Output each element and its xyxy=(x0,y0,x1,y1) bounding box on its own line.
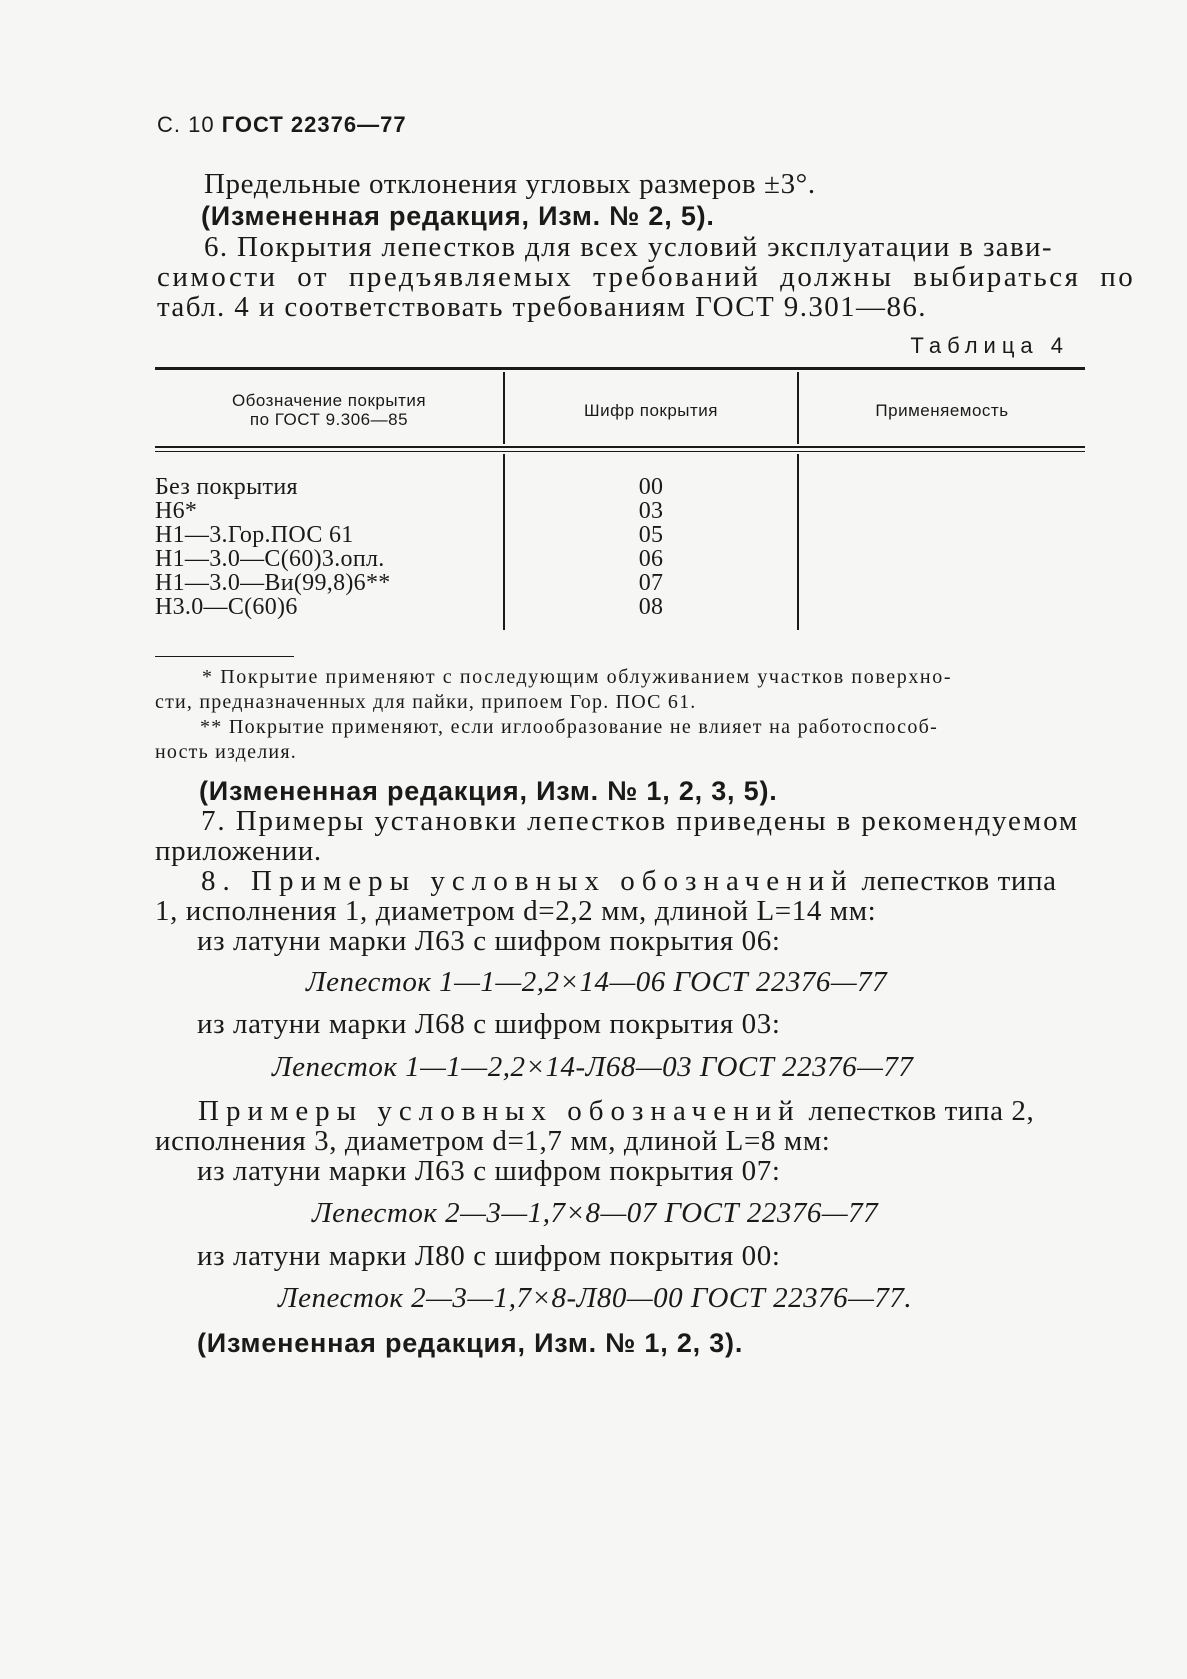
paragraph-7-line1: 7. Примеры установки лепестков приведены в рекомендуемом xyxy=(201,805,1080,837)
table-header-rule-1 xyxy=(155,446,1085,448)
footnote-rule xyxy=(155,656,294,657)
table-cell-coating: Н1—3.Гор.ПОС 61 xyxy=(155,522,354,548)
paragraph-8-line2: 1, исполнения 1, диаметром d=2,2 мм, длиной L=14 мм: xyxy=(155,895,877,927)
paragraph-9-tail: лепестков типа 2, xyxy=(808,1095,1035,1127)
footnote-1-line1: * Покрытие применяют с последующим облуживанием участков поверхно- xyxy=(202,666,953,688)
paragraph-tolerance: Предельные отклонения угловых размеров ±3°. xyxy=(204,168,816,200)
paragraph-9-lead: Примеры условных обозначений xyxy=(198,1095,801,1127)
example-4: Лепесток 2—3—1,7×8-Л80—00 ГОСТ 22376—77. xyxy=(278,1282,913,1314)
example-4-intro: из латуни марки Л80 с шифром покрытия 00: xyxy=(197,1240,781,1272)
table-top-rule xyxy=(155,367,1085,370)
header-applicability: Применяемость xyxy=(875,401,1009,420)
paragraph-9-line2: исполнения 3, диаметром d=1,7 мм, длиной L=8 мм: xyxy=(155,1125,831,1157)
paragraph-9-line1 xyxy=(198,1096,1034,1126)
example-2: Лепесток 1—1—2,2×14-Л68—03 ГОСТ 22376—77 xyxy=(272,1051,914,1083)
edition-note-3: (Измененная редакция, Изм. № 1, 2, 3). xyxy=(197,1328,744,1358)
footnote-2-line1: ** Покрытие применяют, если иглообразование не влияет на работоспособ- xyxy=(200,716,939,738)
table-cell-code: 05 xyxy=(638,522,664,548)
table-cell-coating: Н1—3.0—С(60)3.опл. xyxy=(155,546,385,572)
header-coating-line2: по ГОСТ 9.306—85 xyxy=(249,410,409,429)
paragraph-8-tail: лепестков типа xyxy=(861,865,1057,897)
edition-note-2: (Измененная редакция, Изм. № 1, 2, 3, 5). xyxy=(199,776,778,806)
table-header-rule-2 xyxy=(155,451,1085,452)
table-title: Таблица 4 xyxy=(910,333,1069,358)
page-header xyxy=(157,112,407,138)
table-cell-code: 06 xyxy=(638,546,664,572)
paragraph-6-line1: 6. Покрытия лепестков для всех условий эксплуатации в зави- xyxy=(204,231,1053,263)
header-code: Шифр покрытия xyxy=(584,401,718,420)
table-cell-coating: Без покрытия xyxy=(155,474,298,500)
example-2-intro: из латуни марки Л68 с шифром покрытия 03: xyxy=(197,1008,781,1040)
header-coating-line1: Обозначение покрытия xyxy=(231,391,427,410)
header-coating xyxy=(155,391,503,429)
table-cell-code: 03 xyxy=(638,498,664,524)
page-number: С. 10 xyxy=(157,112,215,137)
footnote-2-line2: ность изделия. xyxy=(155,741,297,763)
paragraph-6-line3: табл. 4 и соответствовать требованиям ГОСТ 9.301—86. xyxy=(157,291,927,323)
table-cell-coating: Н3.0—С(60)6 xyxy=(155,594,298,620)
footnote-1-line2: сти, предназначенных для пайки, припоем Гор. ПОС 61. xyxy=(155,691,697,713)
paragraph-6-line2: симости от предъявляемых требований должны выбираться по xyxy=(157,261,1136,293)
example-3: Лепесток 2—3—1,7×8—07 ГОСТ 22376—77 xyxy=(312,1197,879,1229)
table-cell-code: 08 xyxy=(638,594,664,620)
standard-code: ГОСТ 22376—77 xyxy=(221,112,407,137)
table-cell-coating: Н6* xyxy=(155,498,198,524)
example-3-intro: из латуни марки Л63 с шифром покрытия 07: xyxy=(197,1155,781,1187)
paragraph-8-lead: 8. Примеры условных обозначений xyxy=(201,865,854,897)
paragraph-8-line1 xyxy=(201,866,1057,896)
edition-note: (Измененная редакция, Изм. № 2, 5). xyxy=(201,201,715,231)
table-cell-code: 00 xyxy=(638,474,664,500)
paragraph-7-line2: приложении. xyxy=(155,835,322,867)
table-cell-coating: Н1—3.0—Ви(99,8)6** xyxy=(155,570,391,596)
table-divider-2-body xyxy=(797,454,799,630)
example-1-intro: из латуни марки Л63 с шифром покрытия 06: xyxy=(197,925,781,957)
table-cell-code: 07 xyxy=(638,570,664,596)
example-1: Лепесток 1—1—2,2×14—06 ГОСТ 22376—77 xyxy=(306,966,888,998)
